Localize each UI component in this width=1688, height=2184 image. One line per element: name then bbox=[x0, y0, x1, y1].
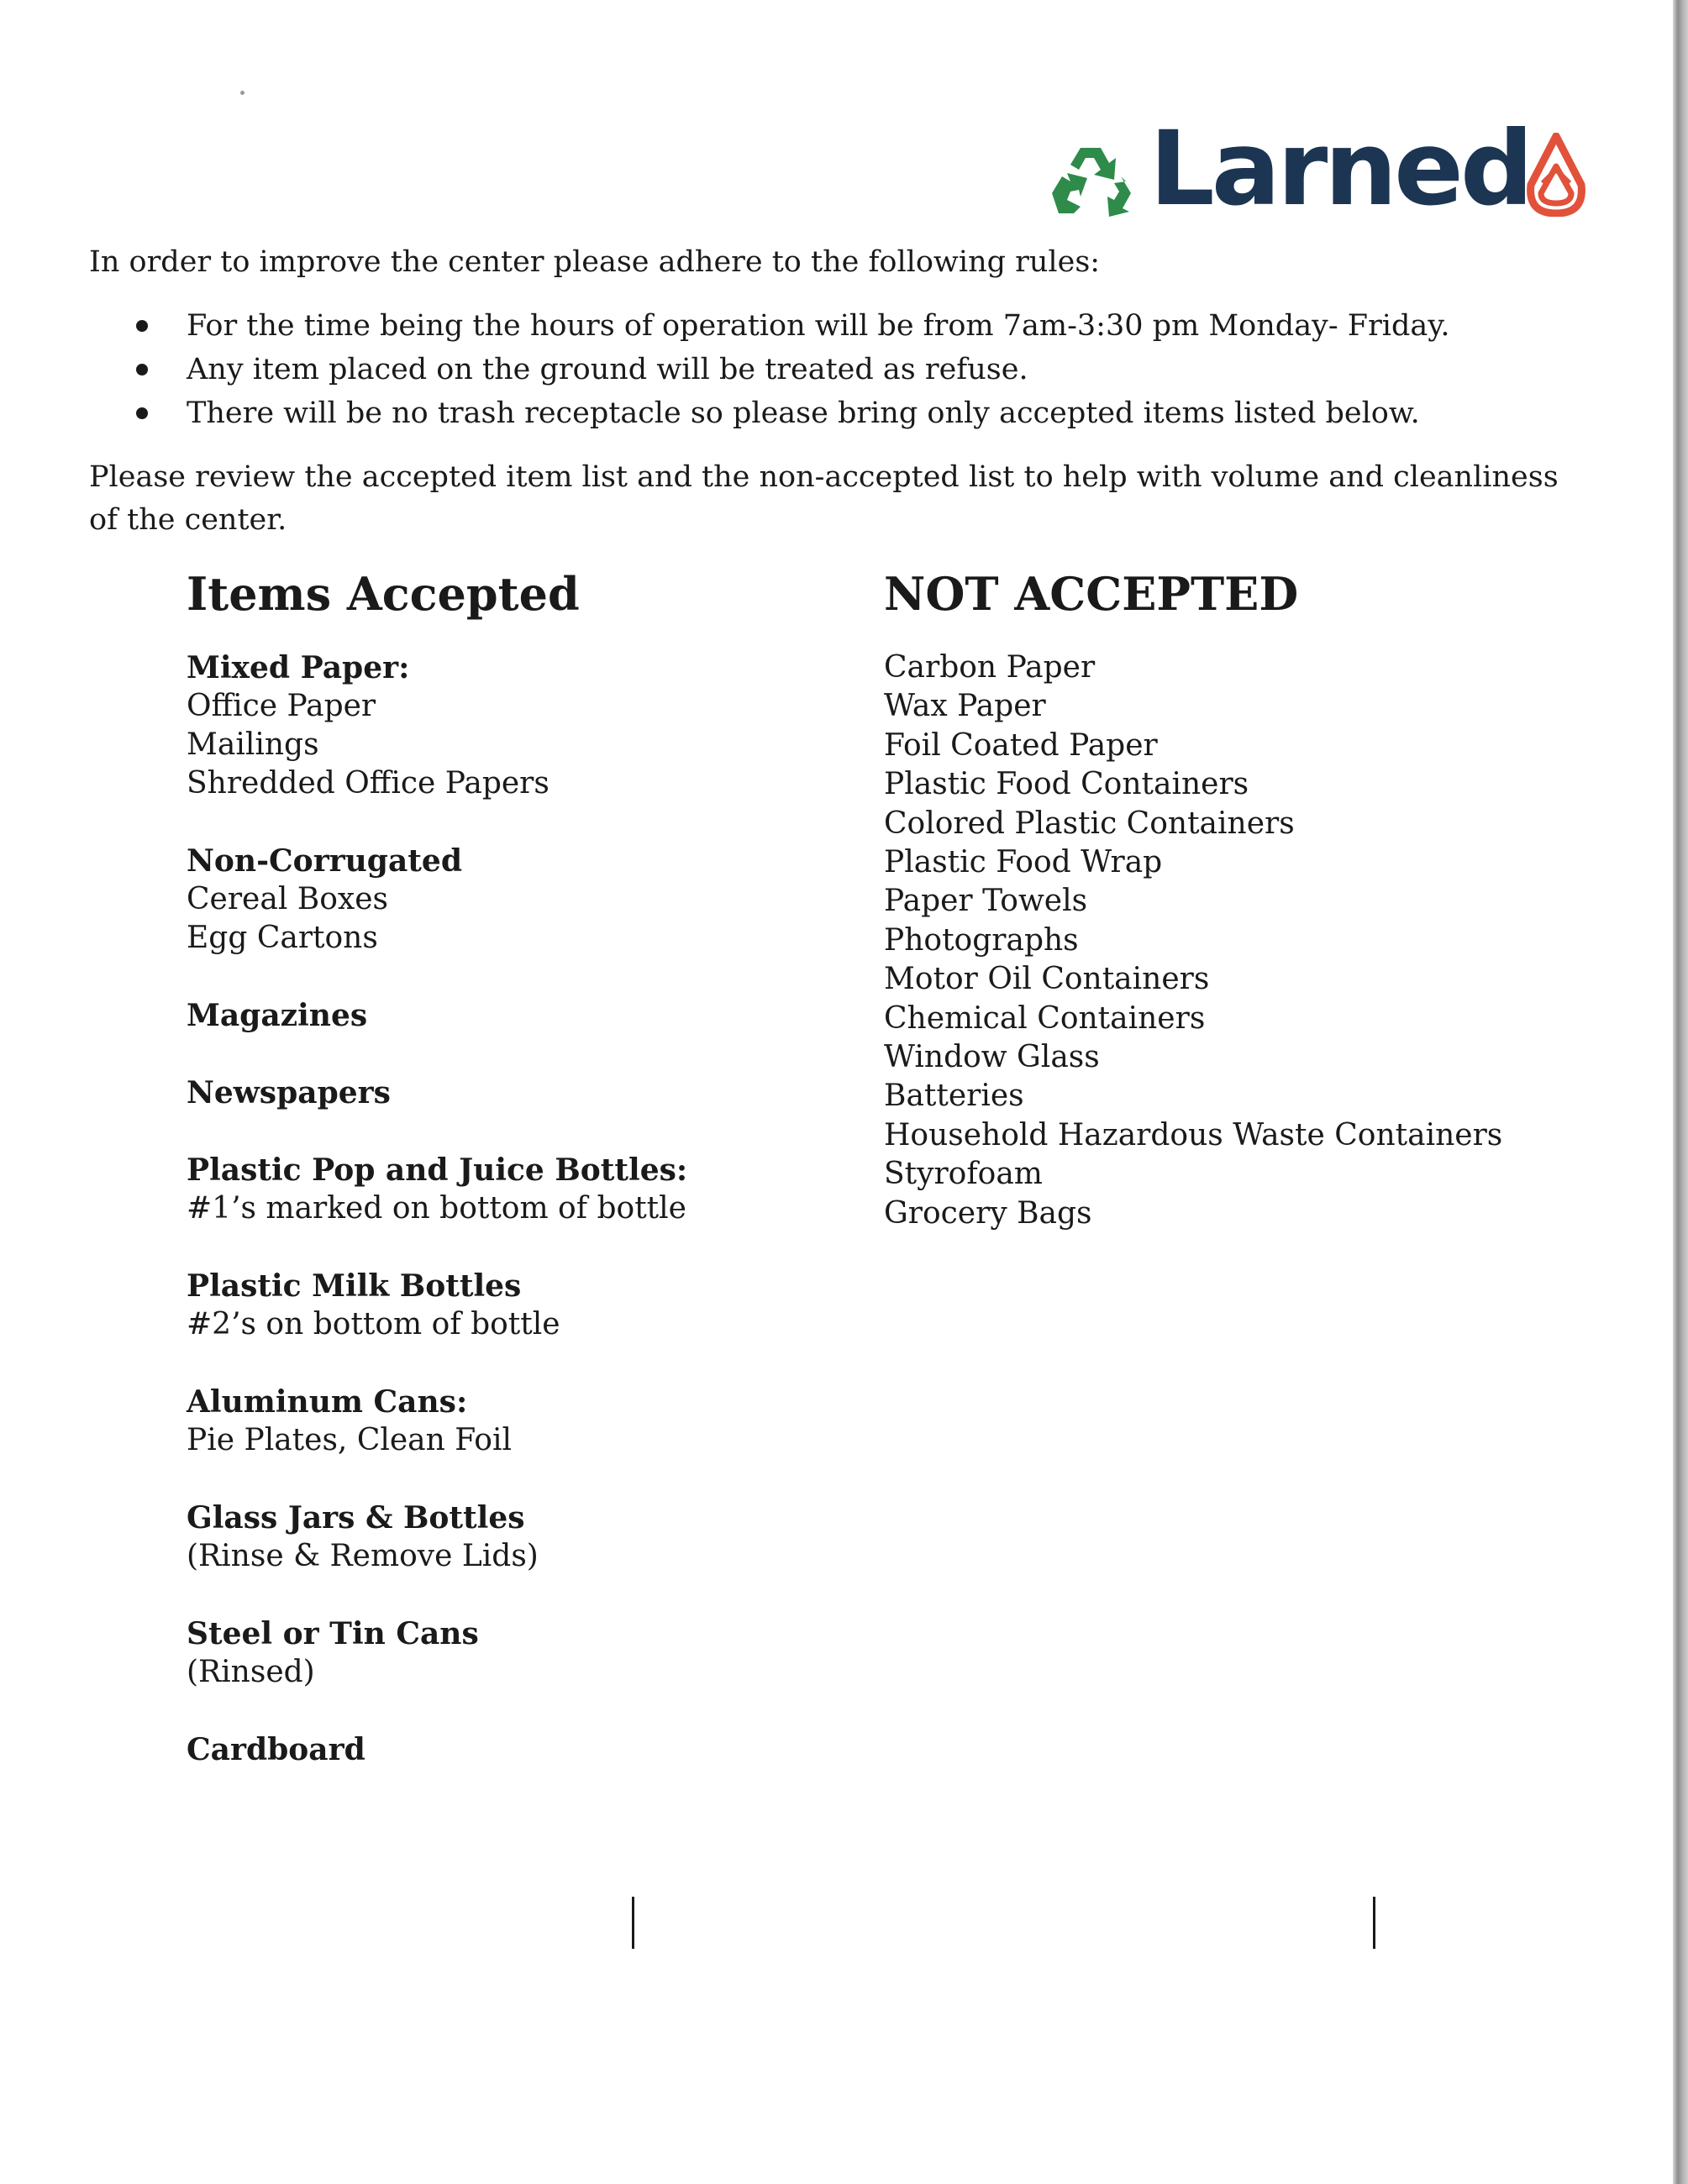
not-accepted-item: Photographs bbox=[884, 922, 1079, 958]
not-accepted-item: Batteries bbox=[884, 1079, 1024, 1114]
not-accepted-item: Household Hazardous Waste Containers bbox=[884, 1117, 1503, 1152]
not-accepted-item: Chemical Containers bbox=[884, 1000, 1206, 1036]
not-accepted-item: Paper Towels bbox=[884, 884, 1088, 919]
rule-item bbox=[89, 304, 1568, 348]
intro-text: In order to improve the center please adhere to the following rules: bbox=[89, 245, 1101, 279]
group-title: Mixed Paper: bbox=[187, 650, 410, 685]
group-title: Plastic Pop and Juice Bottles: bbox=[187, 1152, 688, 1188]
accepted-group bbox=[187, 1267, 825, 1344]
larned-logo bbox=[1049, 109, 1586, 234]
group-item: #2’s on bottom of bottle bbox=[187, 1307, 560, 1341]
recycle-icon bbox=[1049, 141, 1141, 217]
accepted-group bbox=[187, 1074, 825, 1112]
rule-item bbox=[89, 348, 1568, 391]
group-item: Shredded Office Papers bbox=[187, 766, 550, 801]
group-item: (Rinse & Remove Lids) bbox=[187, 1539, 539, 1573]
accepted-group bbox=[187, 1730, 825, 1769]
scan-speck bbox=[240, 91, 245, 95]
scanner-page-edge bbox=[1673, 0, 1688, 2184]
logo-wordmark: Larned bbox=[1149, 109, 1531, 228]
group-title: Aluminum Cans: bbox=[187, 1384, 468, 1420]
group-title: Magazines bbox=[187, 998, 368, 1033]
bullet-icon bbox=[136, 407, 148, 419]
group-item: #1’s marked on bottom of bottle bbox=[187, 1191, 686, 1226]
not-accepted-item: Wax Paper bbox=[884, 689, 1046, 724]
items-accepted-heading: Items Accepted bbox=[187, 567, 580, 621]
group-title: Glass Jars & Bottles bbox=[187, 1500, 525, 1536]
scan-punch-mark bbox=[632, 1897, 634, 1949]
scan-punch-mark bbox=[1373, 1897, 1375, 1949]
not-accepted-list bbox=[884, 648, 1606, 1233]
accepted-group bbox=[187, 1151, 825, 1228]
not-accepted-item: Plastic Food Wrap bbox=[884, 845, 1163, 880]
group-item: Office Paper bbox=[187, 689, 376, 723]
not-accepted-item: Plastic Food Containers bbox=[884, 767, 1249, 802]
not-accepted-item: Foil Coated Paper bbox=[884, 727, 1158, 763]
rule-text: Any item placed on the ground will be treated as refuse. bbox=[187, 353, 1028, 386]
accepted-group bbox=[187, 996, 825, 1035]
group-item: Cereal Boxes bbox=[187, 882, 388, 916]
not-accepted-item: Colored Plastic Containers bbox=[884, 806, 1295, 841]
not-accepted-item: Window Glass bbox=[884, 1040, 1100, 1075]
not-accepted-item: Motor Oil Containers bbox=[884, 962, 1210, 997]
group-item: Pie Plates, Clean Foil bbox=[187, 1423, 512, 1457]
accepted-group bbox=[187, 1499, 825, 1576]
rule-text: There will be no trash receptacle so please bring only accepted items listed below. bbox=[187, 396, 1420, 430]
group-item: Egg Cartons bbox=[187, 921, 378, 955]
accepted-group bbox=[187, 842, 825, 958]
accepted-group bbox=[187, 648, 825, 803]
accepted-group bbox=[187, 1383, 825, 1460]
accepted-list bbox=[187, 648, 825, 1808]
group-item: Mailings bbox=[187, 727, 319, 762]
not-accepted-item: Grocery Bags bbox=[884, 1195, 1092, 1231]
review-text: Please review the accepted item list and the non-accepted list to help with volume and cleanliness of the center. bbox=[89, 460, 1559, 537]
group-title: Steel or Tin Cans bbox=[187, 1616, 479, 1651]
not-accepted-heading: NOT ACCEPTED bbox=[884, 567, 1299, 621]
group-title: Newspapers bbox=[187, 1075, 391, 1110]
rule-text: For the time being the hours of operation will be from 7am-3:30 pm Monday- Friday. bbox=[187, 309, 1450, 343]
bullet-icon bbox=[136, 320, 148, 332]
rule-item bbox=[89, 391, 1568, 435]
group-title: Non-Corrugated bbox=[187, 843, 463, 879]
not-accepted-item: Carbon Paper bbox=[884, 650, 1096, 685]
bullet-icon bbox=[136, 364, 148, 375]
flame-icon bbox=[1526, 133, 1586, 217]
group-title: Cardboard bbox=[187, 1732, 365, 1767]
group-item: (Rinsed) bbox=[187, 1655, 315, 1689]
group-title: Plastic Milk Bottles bbox=[187, 1268, 522, 1304]
not-accepted-item: Styrofoam bbox=[884, 1157, 1043, 1192]
rules-list bbox=[89, 304, 1568, 435]
accepted-group bbox=[187, 1614, 825, 1692]
